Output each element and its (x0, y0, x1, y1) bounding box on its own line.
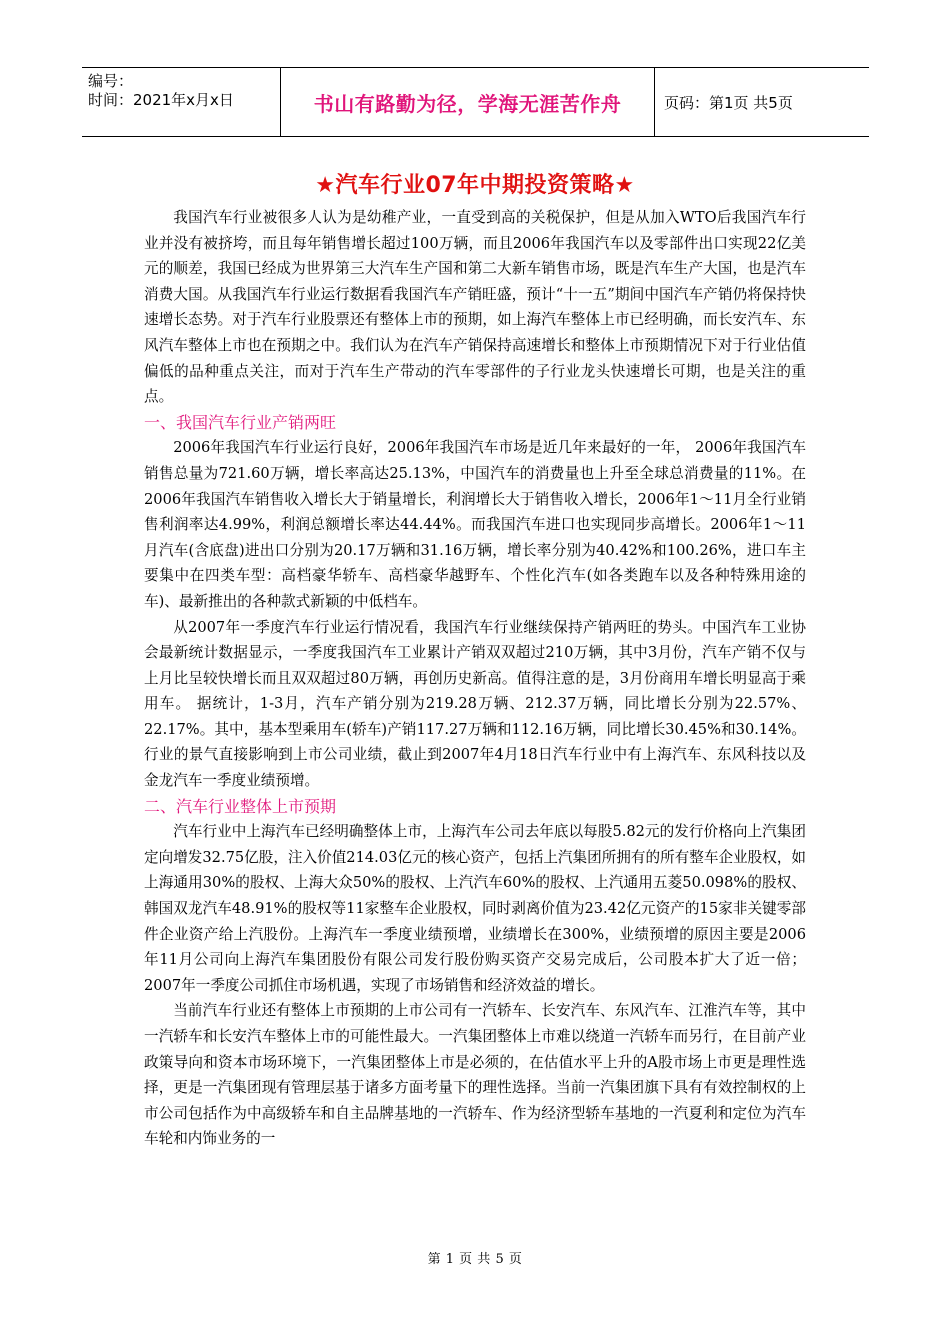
document-body (144, 205, 806, 1152)
page-footer: 第 1 页 共 5 页 (427, 1252, 523, 1267)
header-page-info: 页码：第1页 共5页 (664, 93, 793, 112)
section1-paragraph-2: 从2007年一季度汽车行业运行情况看，我国汽车行业继续保持产销两旺的势头。中国汽车工业协会最新统计数据显示，一季度我国汽车工业累计产销双双超过210万辆，其中3月份，汽车产销不仅与上月比呈较快增长而且双双超过80万辆，再创历史新高。值得注意的是，3月份商用车增长明显高于乘用车。 据统计，1-3月，汽车产销分别为219.28万辆、212.37万辆，同比增长分别为22.57%、22.17%。其中，基本型乘用车(轿车)产销117.27万辆和112.16万辆，同比增长30.45%和30.14%。行业的景气直接影响到上市公司业绩，截止到2007年4月18日汽车行业中有上海汽车、东风科技以及金龙汽车一季度业绩预增。 (144, 618, 806, 790)
date-label: 时间：2021年x月x日 (88, 91, 234, 109)
number-label: 编号： (88, 72, 134, 90)
section1-paragraph-1: 2006年我国汽车行业运行良好，2006年我国汽车市场是近几年来最好的一年， 2006年我国汽车销售总量为721.60万辆，增长率高达25.13%，中国汽车的消费量也上升至全球总消费量的11%。在2006年我国汽车销售收入增长大于销量增长，利润增长大于销售收入增长，2006年1～11月全行业销售利润率达4.99%，利润总额增长率达44.44%。而我国汽车进口也实现同步高增长。2006年1～11月汽车(含底盘)进出口分别为20.17万辆和31.16万辆，增长率分别为40.42%和100.26%，进口车主要集中在四类车型：高档豪华轿车、高档豪华越野车、个性化汽车(如各类跑车以及各种特殊用途的车)、最新推出的各种款式新颖的中低档车。 (144, 439, 806, 610)
header-table (82, 67, 869, 137)
section2-paragraph-2: 当前汽车行业还有整体上市预期的上市公司有一汽轿车、长安汽车、东风汽车、江淮汽车等，其中一汽轿车和长安汽车整体上市的可能性最大。一汽集团整体上市难以绕道一汽轿车而另行，在目前产业政策导向和资本市场环境下，一汽集团整体上市是必须的，在估值水平上升的A股市场上市更是理性选择，更是一汽集团现有管理层基于诸多方面考量下的理性选择。当前一汽集团旗下具有有效控制权的上市公司包括作为中高级轿车和自主品牌基地的一汽轿车、作为经济型轿车基地的一汽夏利和定位为汽车车轮和内饰业务的一 (144, 1002, 806, 1148)
header-meta (82, 68, 281, 136)
section-heading-1: 一、我国汽车行业产销两旺 (144, 412, 337, 432)
section-heading-2: 二、汽车行业整体上市预期 (144, 796, 337, 816)
intro-paragraph: 我国汽车行业被很多人认为是幼稚产业，一直受到高的关税保护，但是从加入WTO后我国汽车行业并没有被挤垮，而且每年销售增长超过100万辆，而且2006年我国汽车以及零部件出口实现22亿美元的顺差，我国已经成为世界第三大汽车生产国和第二大新车销售市场，既是汽车生产大国，也是汽车消费大国。从我国汽车行业运行数据看我国汽车产销旺盛，预计“十一五”期间中国汽车产销仍将保持快速增长态势。对于汽车行业股票还有整体上市的预期，如上海汽车整体上市已经明确，而长安汽车、东风汽车整体上市也在预期之中。我们认为在汽车产销保持高速增长和整体上市预期情况下对于行业估值偏低的品种重点关注，而对于汽车生产带动的汽车零部件的子行业龙头快速增长可期，也是关注的重点。 (144, 209, 806, 406)
section2-paragraph-1: 汽车行业中上海汽车已经明确整体上市，上海汽车公司去年底以每股5.82元的发行价格向上汽集团定向增发32.75亿股，注入价值214.03亿元的核心资产，包括上汽集团所拥有的所有整车企业股权，如上海通用30%的股权、上海大众50%的股权、上汽汽车60%的股权、上汽通用五菱50.098%的股权、韩国双龙汽车48.91%的股权等11家整车企业股权，同时剥离价值为23.42亿元资产的15家非关键零部件企业资产给上汽股份。上海汽车一季度业绩预增，业绩增长在300%，业绩预增的原因主要是2006年11月公司向上海汽车集团股份有限公司发行股份购买资产交易完成后，公司股本扩大了近一倍；2007年一季度公司抓住市场机遇，实现了市场销售和经济效益的增长。 (144, 823, 807, 994)
document-title: ★汽车行业07年中期投资策略★ (315, 173, 635, 198)
header-motto: 书山有路勤为径，学海无涯苦作舟 (281, 68, 655, 136)
